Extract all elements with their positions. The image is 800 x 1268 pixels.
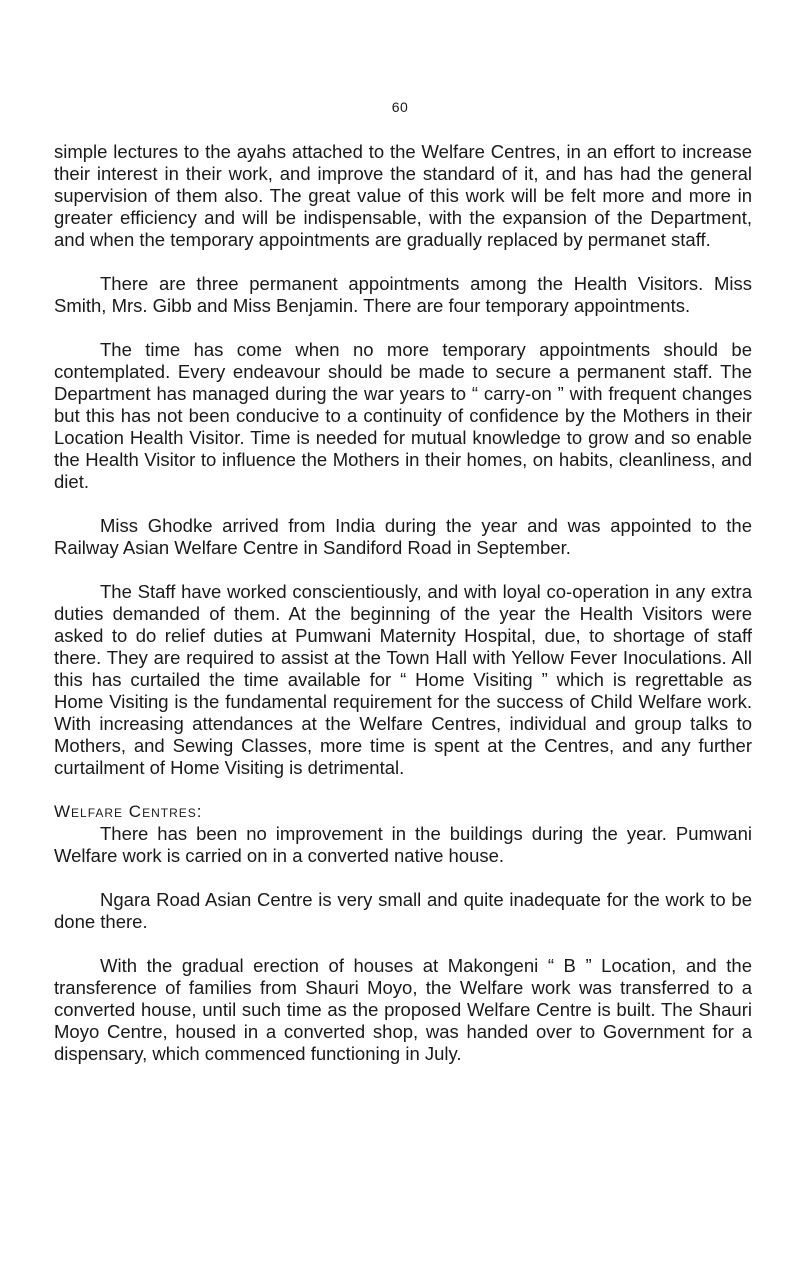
paragraph-permanent-appointments: There are three permanent appointments among the Health Visitors. Miss Smith, Mrs. Gibb and Miss Benjamin. There are four temporary appointments.: [54, 273, 752, 316]
paragraph-buildings: There has been no improvement in the buildings during the year. Pumwani Welfare work is carried on in a converted native house.: [54, 823, 752, 866]
page-body: [54, 141, 752, 1065]
paragraph-miss-ghodke: Miss Ghodke arrived from India during the year and was appointed to the Railway Asian Welfare Centre in Sandiford Road in September.: [54, 515, 752, 558]
paragraph-makongeni: With the gradual erection of houses at Makongeni “ B ” Location, and the transference of families from Shauri Moyo, the Welfare work was transferred to a converted house, until such time as the proposed Welfare Centre is built. The Shauri Moyo Centre, housed in a converted shop, was handed over to Government for a dispensary, which commenced functioning in July.: [54, 955, 752, 1064]
page-number: 60: [391, 99, 409, 115]
section-heading-welfare-centres: Welfare Centres:: [54, 802, 203, 821]
paragraph-staff-duties: The Staff have worked conscientiously, and with loyal co-operation in any extra duties demanded of them. At the beginning of the year the Health Visitors were asked to do relief duties at Pumwani Maternity Hospital, due, to shortage of staff there. They are required to assist at the Town Hall with Yellow Fever Inoculations. All this has curtailed the time available for “ Home Visiting ” which is regrettable as Home Visiting is the fundamental requirement for the success of Child Welfare work. With increasing attendances at the Welfare Centres, individual and group talks to Mothers, and Sewing Classes, more time is spent at the Centres, and any further curtailment of Home Visiting is detrimental.: [54, 581, 752, 778]
paragraph-temporary-appointments: The time has come when no more temporary appointments should be contemplated. Every endeavour should be made to secure a permanent staff. The Department has managed during the war years to “ carry-on ” with frequent changes but this has not been conducive to a continuity of confidence by the Mothers in their Location Health Visitor. Time is needed for mutual knowledge to grow and so enable the Health Visitor to influence the Mothers in their homes, on habits, cleanliness, and diet.: [54, 339, 752, 492]
paragraph-ngara-road: Ngara Road Asian Centre is very small and quite inadequate for the work to be done there.: [54, 889, 752, 932]
paragraph-ayah-lectures: simple lectures to the ayahs attached to the Welfare Centres, in an effort to increase their interest in their work, and improve the standard of it, and has had the general supervision of them also. The great value of this work will be felt more and more in greater efficiency and will be indispensable, with the expansion of the Department, and when the temporary appointments are gradually replaced by permanet staff.: [54, 141, 752, 250]
